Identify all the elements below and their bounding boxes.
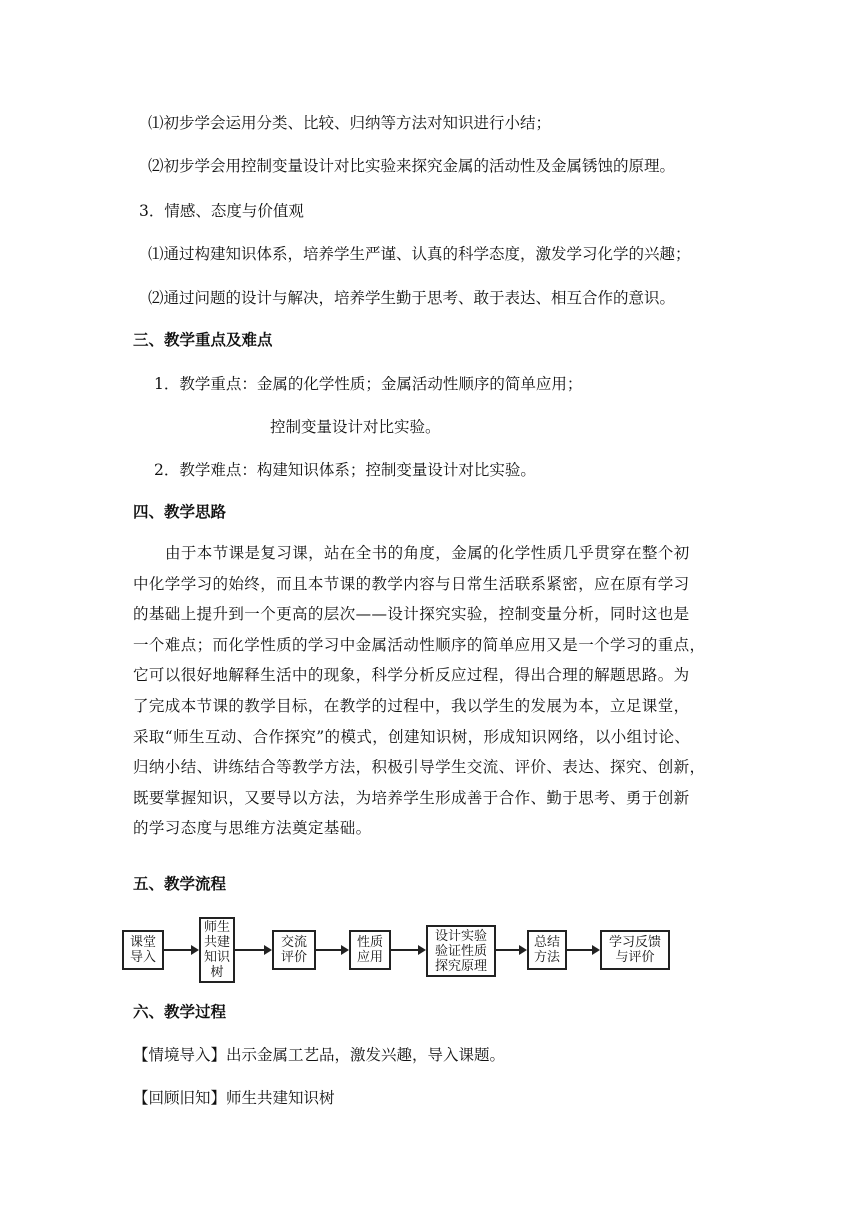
paragraph-line: 它可以很好地解释生活中的现象，科学分析反应过程，得出合理的解题思路。为 [133,666,690,685]
heading-key-points: 三、教学重点及难点 [133,330,273,349]
heading-teaching-process: 六、教学过程 [133,1002,227,1021]
paragraph-line: 一个难点；而化学性质的学习中金属活动性顺序的简单应用又是一个学习的重点， [133,635,706,654]
objective-line-3: ⑴通过构建知识体系，培养学生严谨、认真的科学态度，激发学习化学的兴趣； [148,245,691,263]
paragraph-line: 中化学学习的始终，而且本节课的教学内容与日常生活联系紧密，应在原有学习 [133,574,690,593]
objective-line-1: ⑴初步学会运用分类、比较、归纳等方法对知识进行小结； [148,114,552,132]
paragraph-line: 的学习态度与思维方法奠定基础。 [133,819,372,838]
paragraph-line: 了完成本节课的教学目标，在教学的过程中，我以学生的发展为本，立足课堂， [133,696,690,715]
process-line-review: 【回顾旧知】师生共建知识树 [133,1089,335,1107]
flow-box-application: 性质 应用 [349,930,391,970]
paragraph-line: 的基础上提升到一个更高的层次——设计探究实验，控制变量分析，同时这也是 [133,605,690,624]
section-3-heading: 3．情感、态度与价值观 [139,202,304,220]
teaching-ideas-paragraph [133,538,743,844]
flow-arrow [164,949,192,951]
flow-box-exchange: 交流 评价 [272,930,316,970]
heading-teaching-ideas: 四、教学思路 [133,502,227,521]
difficult-point-line: 2．教学难点：构建知识体系；控制变量设计对比实验。 [154,461,536,479]
teaching-flow-diagram [120,915,680,985]
flow-box-summary: 总结 方法 [527,930,567,970]
paragraph-line: 既要掌握知识，又要导以方法，为培养学生形成善于合作、勤于思考、勇于创新 [133,788,690,807]
flow-box-intro: 课堂 导入 [122,930,164,970]
flow-arrow [567,949,593,951]
paragraph-line: 归纳小结、讲练结合等教学方法，积极引导学生交流、评价、表达、探究、创新， [133,758,706,777]
paragraph-line: 采取“师生互动、合作探究”的模式，创建知识树，形成知识网络，以小组讨论、 [133,727,691,746]
flow-box-feedback: 学习反馈 与评价 [600,930,670,970]
flow-arrow [496,949,520,951]
key-point-line: 1．教学重点：金属的化学性质；金属活动性顺序的简单应用； [154,375,583,393]
objective-line-2: ⑵初步学会用控制变量设计对比实验来探究金属的活动性及金属锈蚀的原理。 [148,157,676,175]
flow-arrow [391,949,419,951]
flow-box-experiment: 设计实验 验证性质 探究原理 [426,925,496,977]
objective-line-4: ⑵通过问题的设计与解决，培养学生勤于思考、敢于表达、相互合作的意识。 [148,289,676,307]
heading-teaching-flow: 五、教学流程 [133,874,227,893]
process-line-intro: 【情境导入】出示金属工艺品，激发兴趣，导入课题。 [133,1046,506,1064]
paragraph-line: 由于本节课是复习课，站在全书的角度，金属的化学性质几乎贯穿在整个初 [165,544,690,562]
flow-arrow [316,949,342,951]
flow-arrow [235,949,265,951]
flow-box-knowledge-tree: 师生 共建 知识 树 [199,917,235,983]
key-point-continuation: 控制变量设计对比实验。 [270,418,441,436]
